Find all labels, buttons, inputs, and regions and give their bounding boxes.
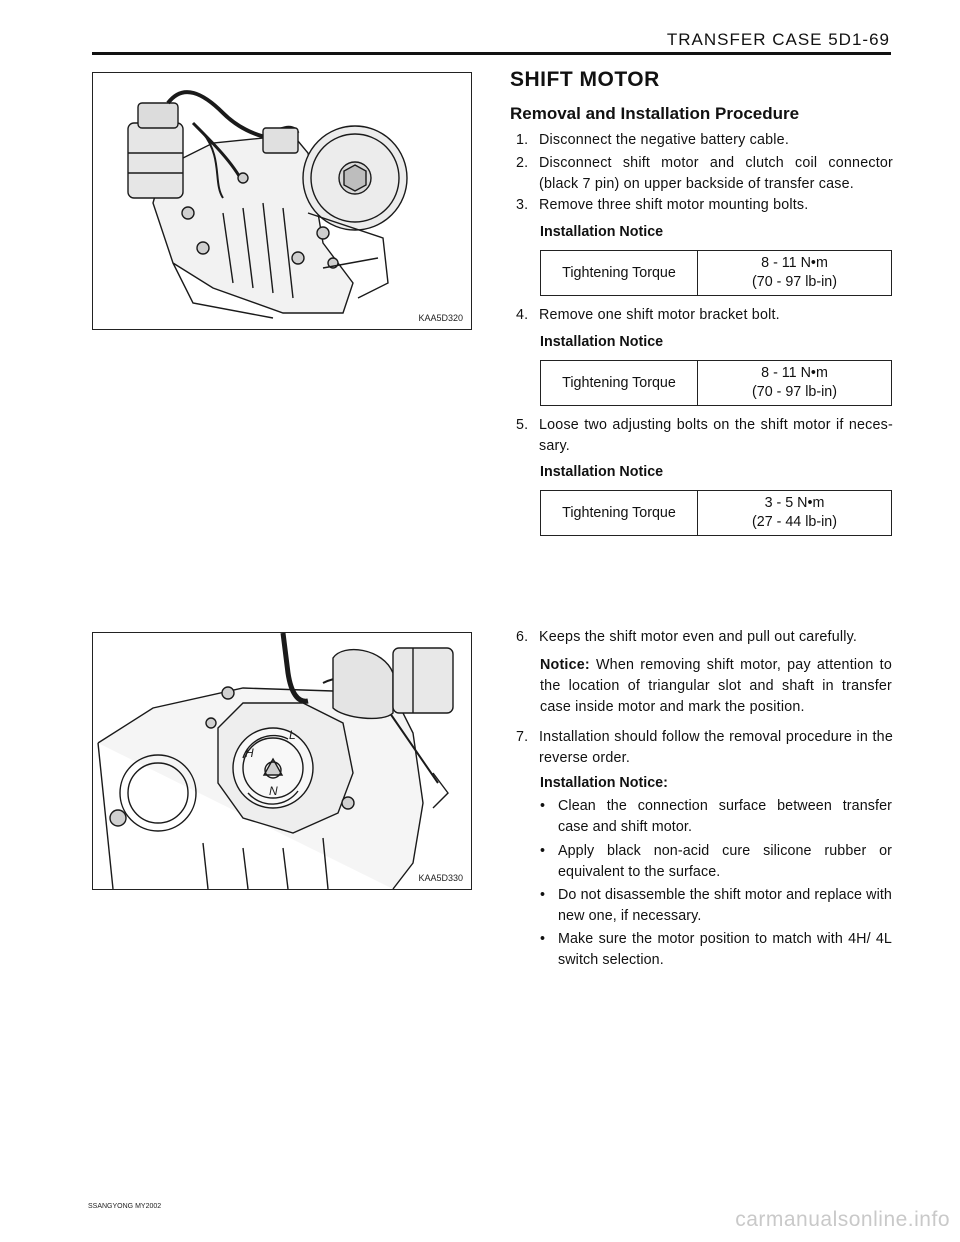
shift-label-n: N [269,784,278,798]
step-number: 2. [516,155,529,171]
step-number: 4. [516,307,529,323]
bullet-item [540,796,892,838]
step-text: Remove three shift motor mounting bolts. [539,197,809,213]
step-text: Disconnect the negative battery cable. [539,132,789,148]
step-1 [516,130,893,151]
watermark: carmanualsonline.info [735,1208,950,1231]
bullet-dot: • [540,843,546,859]
page-footer: SSANGYONG MY2002 [88,1203,162,1210]
torque-imperial: (70 - 97 lb-in) [751,384,838,400]
page-header-title: TRANSFER CASE 5D1-69 [666,30,890,49]
installation-notice-label: Installation Notice [540,334,664,350]
torque-value [698,361,891,405]
step-number: 3. [516,197,529,213]
step-4 [516,305,893,326]
notice-text: When removing shift motor, pay attention to the location of triangular slot and shaft in transfer case inside motor and mark the position. [540,657,892,715]
bullet-dot: • [540,931,546,947]
bullet-text: Make sure the motor position to match with 4H/ 4L switch selection. [558,931,892,968]
step-5 [516,415,893,457]
step-text: Disconnect shift motor and clutch coil connector (black 7 pin) on upper backside of transfer case. [539,155,893,192]
step-number: 5. [516,417,529,433]
step-number: 7. [516,729,529,745]
step-6 [516,627,893,648]
figure-shift-motor-slot [92,632,472,890]
bullet-item [540,885,892,927]
step-7 [516,727,893,769]
bullet-dot: • [540,798,546,814]
torque-value [698,491,891,535]
step-2 [516,153,893,195]
figure-code: KAA5D320 [418,313,463,323]
shift-motor-slot-illustration [93,633,471,889]
torque-label: Tightening Torque [541,491,698,535]
shift-label-l: L [289,728,296,742]
torque-label: Tightening Torque [541,361,698,405]
step-text: Installation should follow the removal procedure in the reverse order. [539,729,893,766]
section-title: SHIFT MOTOR [510,68,660,91]
torque-metric: 8 - 11 N•m [761,365,828,381]
bullet-item [540,929,892,971]
figure-code: KAA5D330 [418,873,463,883]
torque-imperial: (27 - 44 lb-in) [751,514,838,530]
section-subtitle: Removal and Installation Procedure [510,104,800,123]
installation-notice-label: Installation Notice [540,464,664,480]
step-number: 6. [516,629,529,645]
installation-notice-label: Installation Notice [540,224,664,240]
step-text: Loose two adjusting bolts on the shift motor if neces-sary. [539,417,893,454]
step-text: Remove one shift motor bracket bolt. [539,307,780,323]
notice-paragraph [540,655,892,718]
step-number: 1. [516,132,529,148]
figure-shift-motor-location [92,72,472,330]
torque-metric: 3 - 5 N•m [764,495,825,511]
bullet-text: Clean the connection surface between transfer case and shift motor. [558,798,892,835]
installation-notice-label: Installation Notice: [540,775,668,791]
step-3 [516,195,893,216]
torque-metric: 8 - 11 N•m [761,255,828,271]
bullet-text: Apply black non-acid cure silicone rubber or equivalent to the surface. [558,843,892,880]
torque-table [540,490,892,536]
torque-imperial: (70 - 97 lb-in) [751,274,838,290]
torque-table [540,360,892,406]
bullet-item [540,841,892,883]
bullet-text: Do not disassemble the shift motor and replace with new one, if necessary. [558,887,892,924]
step-text: Keeps the shift motor even and pull out carefully. [539,629,858,645]
torque-label: Tightening Torque [541,251,698,295]
transfer-case-shift-motor-illustration [93,73,471,329]
shift-label-h: H [245,746,254,760]
bullet-dot: • [540,887,546,903]
torque-value [698,251,891,295]
torque-table [540,250,892,296]
notice-label: Notice: [540,657,590,673]
header-rule [92,52,891,55]
